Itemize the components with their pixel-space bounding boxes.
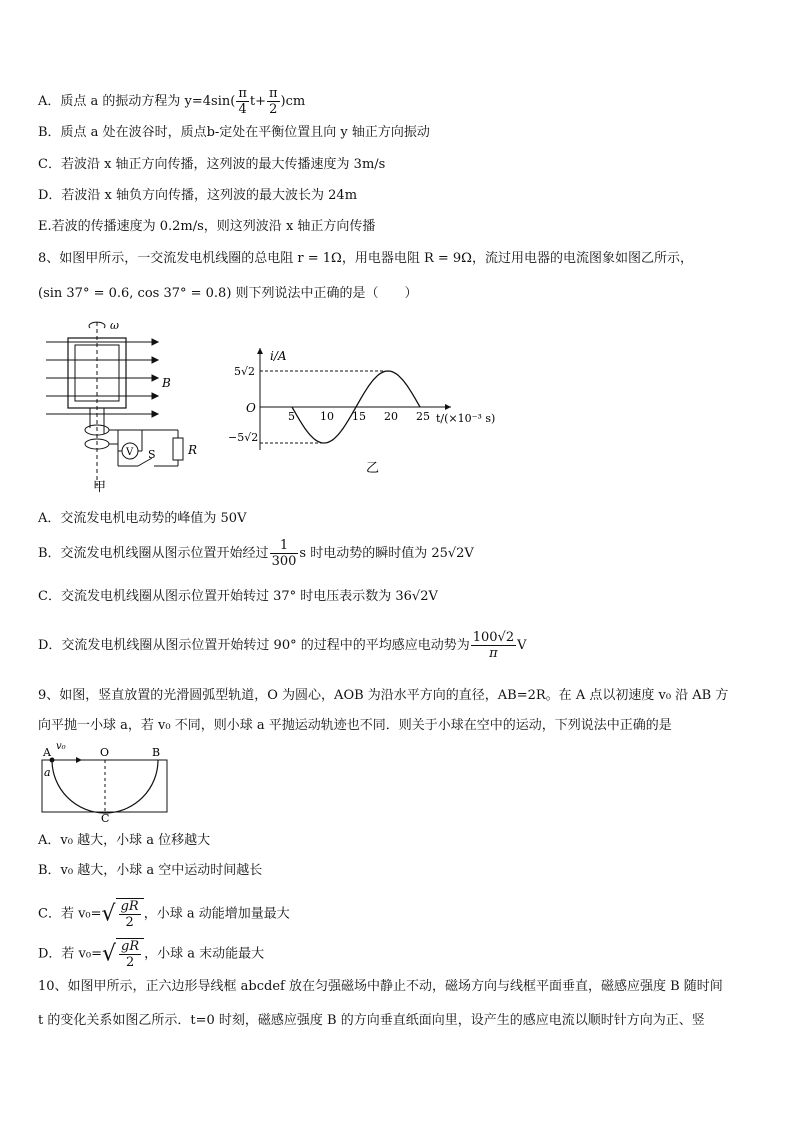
q8-option-b: B．交流发电机线圈从图示位置开始经过 $\frac{1}{300}$ s 时电动势的瞬时值为 25√2V bbox=[38, 538, 474, 569]
q10-stem-line1: 10、如图甲所示，正六边形导线框 abcdef 放在匀强磁场中静止不动，磁场方向与线框平面垂直，磁感应强度 B 随时间 bbox=[38, 979, 723, 994]
x-tick-label: 15 bbox=[352, 410, 366, 423]
q9-option-a: A．v₀ 越大，小球 a 位移越大 bbox=[38, 833, 211, 848]
x-tick-label: 25 bbox=[416, 410, 430, 423]
x-tick-label: 20 bbox=[384, 410, 398, 423]
v0-label: v₀ bbox=[56, 741, 66, 752]
q8-option-d: D．交流发电机线圈从图示位置开始转过 90° 的过程中的平均感应电动势为 $\frac{100√2}{\pi}$ V bbox=[38, 630, 527, 661]
x-tick-label: 5 bbox=[288, 410, 295, 423]
q9-stem-line2: 向平抛一小球 a，若 v₀ 不同，则小球 a 平抛运动轨迹也不同．则关于小球在空中的运动，下列说法中正确的是 bbox=[38, 718, 672, 733]
point-c-label: C bbox=[101, 812, 110, 825]
b-field-label: B bbox=[162, 376, 171, 390]
q8-stem-line1: 8、如图甲所示，一交流发电机线圈的总电阻 r = 1Ω，用电器电阻 R = 9Ω，流过用电器的电流图象如图乙所示， bbox=[38, 251, 693, 266]
q8-option-c: C．交流发电机线圈从图示位置开始转过 37° 时电压表示数为 36√2V bbox=[38, 589, 438, 604]
figure-caption-jia: 甲 bbox=[93, 480, 107, 495]
q8-stem-line2: (sin 37° = 0.6, cos 37° = 0.8) 则下列说法中正确的是（ ） bbox=[38, 286, 418, 301]
point-o-label: O bbox=[100, 746, 110, 759]
q7-option-a: A．质点 a 的振动方程为 y=4sin( $\frac{\pi}{4}$ t+ $\frac{\pi}{2}$ )cm bbox=[38, 86, 306, 117]
q8-figure-yi-chart bbox=[226, 340, 516, 480]
fraction: $\frac{100√2}{\pi}$ bbox=[472, 630, 515, 661]
q9-option-c: C．若 v₀=√ $\frac{gR}{2}$ ，小球 a 动能增加量最大 bbox=[38, 899, 290, 930]
omega-label: ω bbox=[110, 319, 119, 332]
fraction: $\frac{1}{300}$ bbox=[271, 538, 297, 569]
q9-figure bbox=[38, 740, 178, 825]
ball-a-label: a bbox=[44, 766, 51, 779]
q9-option-d: D．若 v₀=√ $\frac{gR}{2}$ ，小球 a 末动能最大 bbox=[38, 939, 265, 970]
q7-option-a-text: A．质点 a 的振动方程为 y=4sin( bbox=[38, 94, 236, 109]
origin-label: O bbox=[246, 401, 256, 415]
x-axis-label: t/(×10⁻³ s) bbox=[436, 412, 496, 425]
q7-option-d: D．若波沿 x 轴负方向传播，这列波的最大波长为 24m bbox=[38, 188, 358, 203]
sqrt-expression: √ $\frac{gR}{2}$ bbox=[102, 898, 144, 930]
x-tick-label: 10 bbox=[320, 410, 334, 423]
q8-figure-jia bbox=[38, 316, 218, 496]
y-tick-min: −5√2 bbox=[228, 431, 259, 444]
q8-option-a: A．交流发电机电动势的峰值为 50V bbox=[38, 511, 247, 526]
y-axis-label: i/A bbox=[270, 349, 287, 363]
switch-label: S bbox=[148, 448, 156, 461]
y-tick-max: 5√2 bbox=[234, 365, 256, 378]
figure-caption-yi: 乙 bbox=[366, 461, 380, 476]
q10-stem-line2: t 的变化关系如图乙所示．t=0 时刻，磁感应强度 B 的方向垂直纸面向里，设产生的感应电流以顺时针方向为正、竖 bbox=[38, 1013, 705, 1028]
resistor-label: R bbox=[188, 443, 198, 457]
fraction: $\frac{\pi}{2}$ bbox=[269, 86, 278, 117]
fraction: $\frac{\pi}{4}$ bbox=[238, 86, 247, 117]
q7-option-e: E.若波的传播速度为 0.2m/s，则这列波沿 x 轴正方向传播 bbox=[38, 219, 376, 234]
point-a-label: A bbox=[43, 746, 51, 759]
sqrt-expression: √ $\frac{gR}{2}$ bbox=[102, 938, 144, 970]
q9-stem-line1: 9、如图，竖直放置的光滑圆弧型轨道，O 为圆心，AOB 为沿水平方向的直径，AB=2R。在 A 点以初速度 v₀ 沿 AB 方 bbox=[38, 688, 729, 703]
point-b-label: B bbox=[152, 746, 161, 759]
q7-option-c: C．若波沿 x 轴正方向传播，这列波的最大传播速度为 3m/s bbox=[38, 157, 386, 172]
q7-option-b: B．质点 a 处在波谷时，质点b-定处在平衡位置且向 y 轴正方向振动 bbox=[38, 125, 430, 140]
voltmeter-label: V bbox=[126, 447, 134, 458]
q9-option-b: B．v₀ 越大，小球 a 空中运动时间越长 bbox=[38, 863, 263, 878]
